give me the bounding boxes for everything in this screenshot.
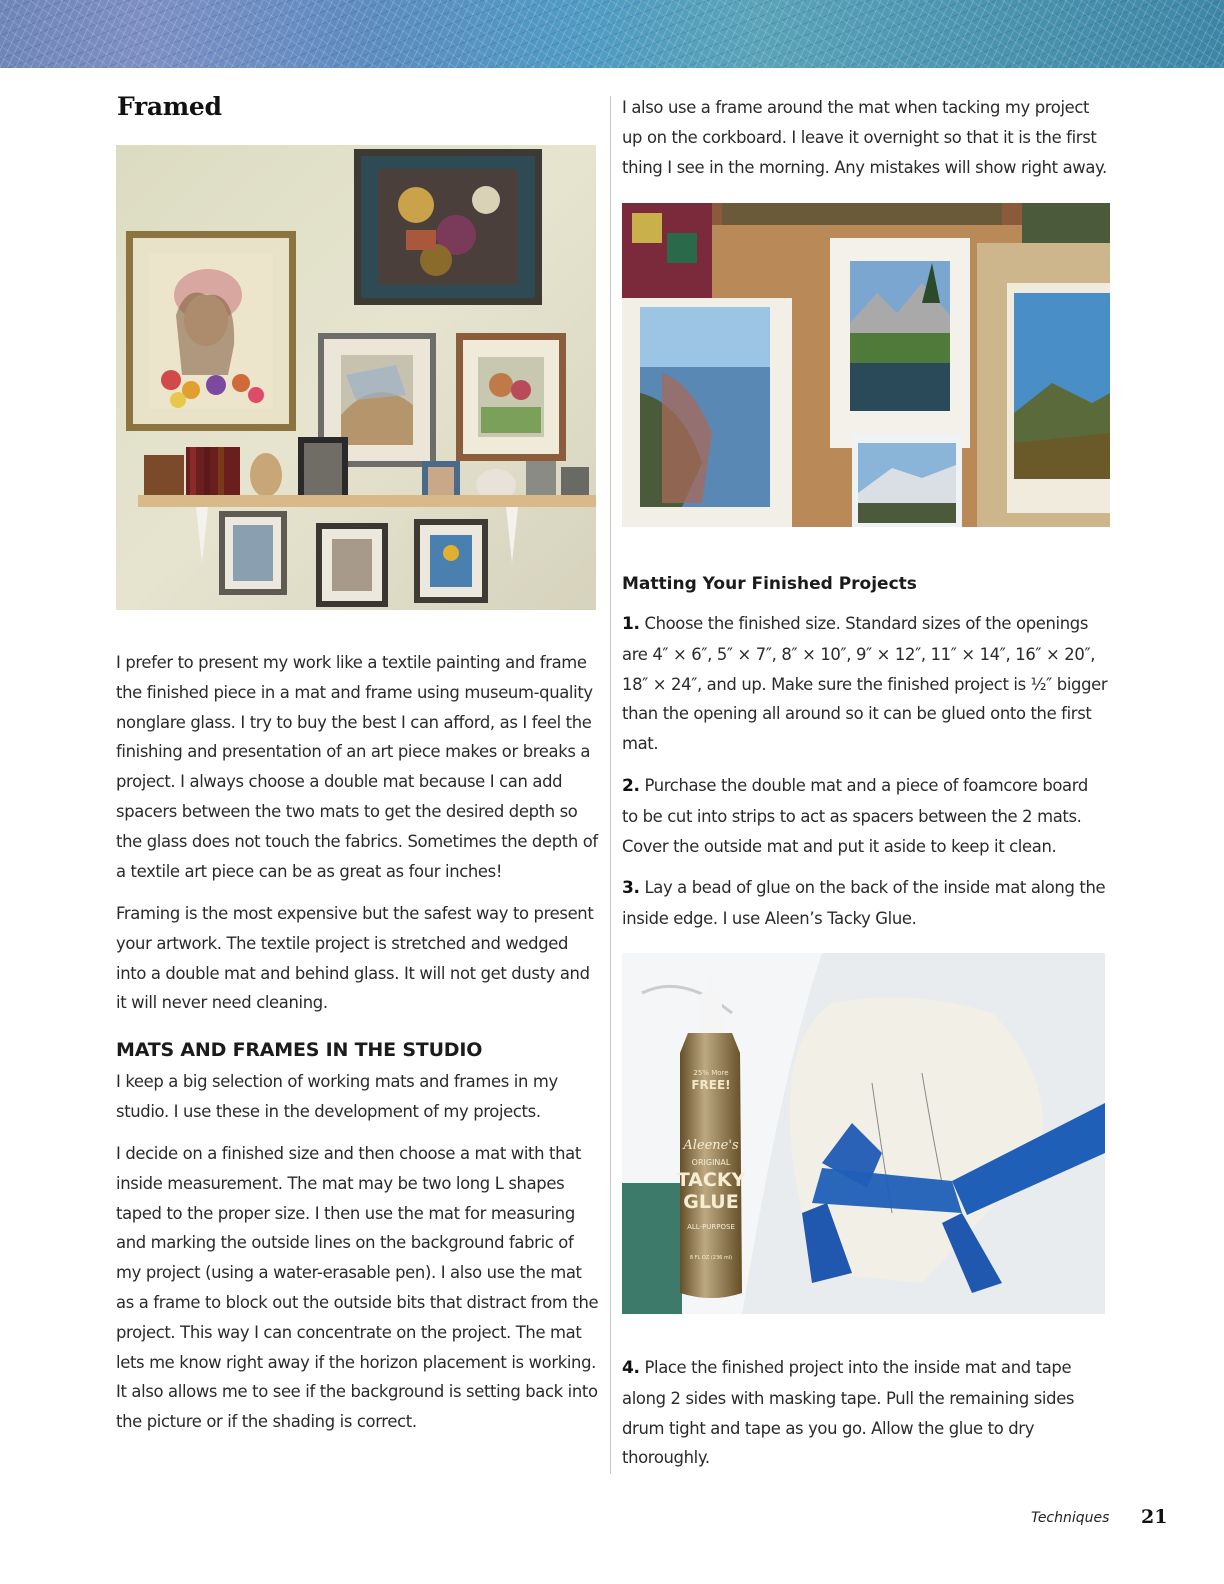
step-4 xyxy=(622,1353,1108,1473)
glue-line-1: ORIGINAL xyxy=(691,1158,731,1167)
steps-heading: Matting Your Finished Projects xyxy=(622,574,917,594)
glue-brand: Aleene's xyxy=(683,1138,739,1153)
step-3 xyxy=(622,873,1108,934)
step-number: 1. xyxy=(622,614,640,634)
step-text: Place the finished project into the inside mat and tape along 2 sides with masking tape. Pull the remaining sides drum tight and tape as you go. Allow the glue to dry thoroughly. xyxy=(622,1358,1075,1468)
step-text: Choose the finished size. Standard sizes of the openings are 4″ × 6″, 5″ × 7″, 8″ × 10″, 9″ × 12″, 11″ × 14″, 16″ × 20″, 18″ × 24″, and up. Make sure the finished project is ½″ bigger than the opening all around so it can be glued onto the first mat. xyxy=(622,614,1108,754)
section-title: Framed xyxy=(117,92,222,121)
step-2 xyxy=(622,771,1108,861)
column-divider xyxy=(610,96,611,1474)
framing-paragraph: Framing is the most expensive but the safest way to present your artwork. The textile project is stretched and wedged into a double mat and behind glass. It will not get dusty and it will never need cleaning. xyxy=(116,904,594,1013)
glue-line-2: TACKY xyxy=(676,1169,746,1191)
studio-paragraph-1: I keep a big selection of working mats and frames in my studio. I use these in the development of my projects. xyxy=(116,1072,558,1121)
glue-promo-1: 25% More xyxy=(693,1069,729,1077)
studio-paragraph-2: I decide on a finished size and then choose a mat with that inside measurement. The mat may be two long L shapes taped to the proper size. I then use the mat for measuring and marking the outside lines on the background fabric of my project (using a water-erasable pen). I also use the mat as a frame to block out the outside bits that distract from the project. This way I can concentrate on the project. The mat lets me know right away if the horizon placement is working. It also allows me to see if the background is setting back into the picture or if the shading is correct. xyxy=(116,1144,599,1432)
header-banner xyxy=(0,0,1224,68)
glue-promo-2: FREE! xyxy=(691,1078,731,1092)
step-number: 2. xyxy=(622,776,640,796)
step-number: 4. xyxy=(622,1358,640,1378)
corkboard-paragraph: I also use a frame around the mat when tacking my project up on the corkboard. I leave it overnight so that it is the first thing I see in the morning. Any mistakes will show right away. xyxy=(622,98,1107,177)
footer-section-name: Techniques xyxy=(1031,1510,1110,1526)
glue-purpose: ALL-PURPOSE xyxy=(687,1223,735,1231)
step-number: 3. xyxy=(622,878,640,898)
glue-line-3: GLUE xyxy=(683,1191,739,1213)
studio-subheading: MATS AND FRAMES IN THE STUDIO xyxy=(116,1039,483,1061)
framed-wall-photo xyxy=(116,145,596,610)
step-text: Lay a bead of glue on the back of the inside mat along the inside edge. I use Aleen’s Tacky Glue. xyxy=(622,878,1106,928)
step-1 xyxy=(622,609,1108,759)
page-number: 21 xyxy=(1141,1506,1168,1528)
glue-volume: 8 FL OZ (236 ml) xyxy=(689,1255,733,1261)
glue-bottle-photo xyxy=(622,953,1105,1314)
intro-paragraph: I prefer to present my work like a textile painting and frame the finished piece in a mat and frame using museum-quality nonglare glass. I try to buy the best I can afford, as I feel the finishing and presentation of an art piece makes or breaks a project. I always choose a double mat because I can add spacers between the two mats to get the desired depth so the glass does not touch the fabrics. Sometimes the depth of a textile art piece can be as great as four inches! xyxy=(116,653,598,881)
corkboard-photo xyxy=(622,203,1110,527)
step-text: Purchase the double mat and a piece of foamcore board to be cut into strips to act as spacers between the 2 mats. Cover the outside mat and put it aside to keep it clean. xyxy=(622,776,1088,856)
